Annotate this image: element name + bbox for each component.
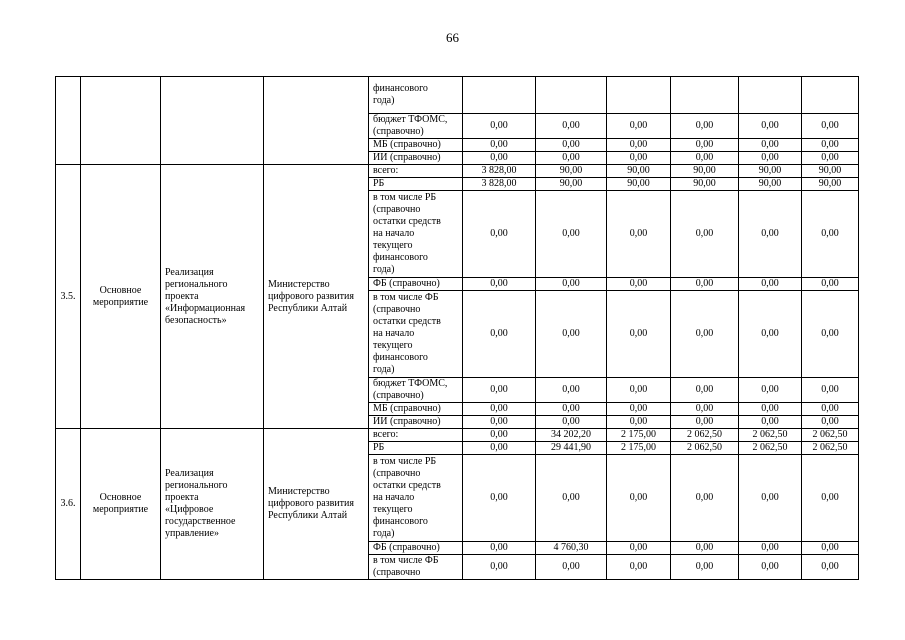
value-cell xyxy=(536,77,607,114)
value-cell: 0,00 xyxy=(536,555,607,580)
value-cell: 2 062,50 xyxy=(671,442,739,455)
value-cell: 3 828,00 xyxy=(463,178,536,191)
value-cell: 90,00 xyxy=(739,178,802,191)
value-cell: 0,00 xyxy=(536,152,607,165)
value-cell: 0,00 xyxy=(802,291,859,378)
value-cell: 0,00 xyxy=(536,378,607,403)
value-cell: 0,00 xyxy=(802,455,859,542)
value-cell: 0,00 xyxy=(536,139,607,152)
value-cell: 0,00 xyxy=(802,555,859,580)
value-cell: 0,00 xyxy=(739,114,802,139)
value-cell: 0,00 xyxy=(671,291,739,378)
value-cell: 0,00 xyxy=(536,191,607,278)
value-cell: 0,00 xyxy=(802,152,859,165)
value-cell: 2 175,00 xyxy=(607,429,671,442)
funding-source-cell: в том числе РБ (справочно остатки средств на начало текущего финансового года) xyxy=(369,455,463,542)
value-cell: 0,00 xyxy=(802,278,859,291)
funding-source-cell: всего: xyxy=(369,165,463,178)
value-cell: 90,00 xyxy=(802,178,859,191)
funding-source-cell: ИИ (справочно) xyxy=(369,152,463,165)
value-cell: 0,00 xyxy=(607,416,671,429)
value-cell: 29 441,90 xyxy=(536,442,607,455)
value-cell: 0,00 xyxy=(463,278,536,291)
value-cell: 90,00 xyxy=(802,165,859,178)
value-cell: 0,00 xyxy=(607,291,671,378)
page-number: 66 xyxy=(446,30,459,45)
value-cell: 0,00 xyxy=(671,191,739,278)
value-cell: 0,00 xyxy=(463,114,536,139)
funding-source-cell: ИИ (справочно) xyxy=(369,416,463,429)
value-cell: 0,00 xyxy=(739,403,802,416)
event-type-cell: Основное мероприятие xyxy=(81,165,161,429)
value-cell: 0,00 xyxy=(739,152,802,165)
value-cell: 0,00 xyxy=(671,114,739,139)
funding-source-cell: МБ (справочно) xyxy=(369,403,463,416)
value-cell: 0,00 xyxy=(802,139,859,152)
executor-cell xyxy=(264,77,369,165)
value-cell: 0,00 xyxy=(739,542,802,555)
value-cell: 90,00 xyxy=(671,178,739,191)
value-cell: 0,00 xyxy=(802,114,859,139)
value-cell: 0,00 xyxy=(463,542,536,555)
value-cell: 0,00 xyxy=(671,403,739,416)
value-cell: 0,00 xyxy=(463,555,536,580)
value-cell: 0,00 xyxy=(671,152,739,165)
executor-cell: Министерство цифрового развития Республики Алтай xyxy=(264,165,369,429)
funding-source-cell: в том числе РБ (справочно остатки средств на начало текущего финансового года) xyxy=(369,191,463,278)
value-cell: 4 760,30 xyxy=(536,542,607,555)
value-cell: 0,00 xyxy=(536,291,607,378)
value-cell: 0,00 xyxy=(607,542,671,555)
value-cell: 90,00 xyxy=(607,178,671,191)
value-cell: 2 062,50 xyxy=(739,429,802,442)
funding-source-cell: МБ (справочно) xyxy=(369,139,463,152)
table-row xyxy=(56,165,859,178)
value-cell: 0,00 xyxy=(739,278,802,291)
value-cell: 0,00 xyxy=(463,152,536,165)
value-cell: 0,00 xyxy=(802,542,859,555)
value-cell: 0,00 xyxy=(671,378,739,403)
value-cell: 0,00 xyxy=(739,139,802,152)
value-cell: 2 062,50 xyxy=(802,429,859,442)
value-cell: 0,00 xyxy=(607,114,671,139)
table-row xyxy=(56,429,859,442)
funding-source-cell: РБ xyxy=(369,178,463,191)
value-cell: 0,00 xyxy=(536,403,607,416)
value-cell: 0,00 xyxy=(463,455,536,542)
value-cell: 0,00 xyxy=(739,378,802,403)
value-cell xyxy=(463,77,536,114)
funding-source-cell: финансового года) xyxy=(369,77,463,114)
budget-table xyxy=(55,76,859,580)
value-cell: 0,00 xyxy=(463,416,536,429)
value-cell: 2 062,50 xyxy=(802,442,859,455)
event-type-cell: Основное мероприятие xyxy=(81,429,161,580)
value-cell: 0,00 xyxy=(607,139,671,152)
value-cell: 3 828,00 xyxy=(463,165,536,178)
value-cell: 0,00 xyxy=(671,555,739,580)
value-cell: 0,00 xyxy=(802,378,859,403)
value-cell: 0,00 xyxy=(463,139,536,152)
funding-source-cell: РБ xyxy=(369,442,463,455)
funding-source-cell: бюджет ТФОМС, (справочно) xyxy=(369,378,463,403)
value-cell: 0,00 xyxy=(536,455,607,542)
value-cell: 0,00 xyxy=(536,114,607,139)
value-cell: 0,00 xyxy=(671,542,739,555)
value-cell: 34 202,20 xyxy=(536,429,607,442)
value-cell: 90,00 xyxy=(607,165,671,178)
value-cell: 0,00 xyxy=(607,378,671,403)
value-cell: 0,00 xyxy=(739,455,802,542)
value-cell: 90,00 xyxy=(739,165,802,178)
value-cell: 90,00 xyxy=(536,178,607,191)
value-cell: 0,00 xyxy=(671,455,739,542)
value-cell: 0,00 xyxy=(671,139,739,152)
value-cell: 0,00 xyxy=(802,403,859,416)
value-cell: 0,00 xyxy=(607,152,671,165)
value-cell: 0,00 xyxy=(607,278,671,291)
value-cell xyxy=(671,77,739,114)
value-cell: 2 175,00 xyxy=(607,442,671,455)
value-cell: 0,00 xyxy=(671,278,739,291)
row-number-cell: 3.5. xyxy=(56,165,81,429)
funding-source-cell: в том числе ФБ (справочно остатки средств на начало текущего финансового года) xyxy=(369,291,463,378)
value-cell: 90,00 xyxy=(671,165,739,178)
funding-source-cell: всего: xyxy=(369,429,463,442)
value-cell xyxy=(802,77,859,114)
value-cell: 0,00 xyxy=(739,191,802,278)
executor-cell: Министерство цифрового развития Республики Алтай xyxy=(264,429,369,580)
event-name-cell xyxy=(161,77,264,165)
value-cell: 0,00 xyxy=(802,416,859,429)
value-cell: 0,00 xyxy=(739,416,802,429)
value-cell: 0,00 xyxy=(463,442,536,455)
funding-source-cell: ФБ (справочно) xyxy=(369,542,463,555)
value-cell: 90,00 xyxy=(536,165,607,178)
value-cell xyxy=(739,77,802,114)
value-cell: 0,00 xyxy=(607,403,671,416)
value-cell: 0,00 xyxy=(607,555,671,580)
value-cell: 0,00 xyxy=(463,291,536,378)
funding-source-cell: ФБ (справочно) xyxy=(369,278,463,291)
row-number-cell xyxy=(56,77,81,165)
table-row xyxy=(56,77,859,114)
value-cell: 0,00 xyxy=(607,455,671,542)
value-cell: 0,00 xyxy=(463,429,536,442)
value-cell: 0,00 xyxy=(739,555,802,580)
value-cell: 2 062,50 xyxy=(739,442,802,455)
value-cell xyxy=(607,77,671,114)
funding-source-cell: бюджет ТФОМС, (справочно) xyxy=(369,114,463,139)
value-cell: 0,00 xyxy=(739,291,802,378)
row-number-cell: 3.6. xyxy=(56,429,81,580)
value-cell: 0,00 xyxy=(463,191,536,278)
value-cell: 0,00 xyxy=(671,416,739,429)
value-cell: 0,00 xyxy=(536,278,607,291)
event-name-cell: Реализация регионального проекта «Цифровое государственное управление» xyxy=(161,429,264,580)
value-cell: 0,00 xyxy=(607,191,671,278)
value-cell: 0,00 xyxy=(463,403,536,416)
value-cell: 2 062,50 xyxy=(671,429,739,442)
funding-source-cell: в том числе ФБ (справочно xyxy=(369,555,463,580)
event-name-cell: Реализация регионального проекта «Информационная безопасность» xyxy=(161,165,264,429)
value-cell: 0,00 xyxy=(463,378,536,403)
value-cell: 0,00 xyxy=(536,416,607,429)
value-cell: 0,00 xyxy=(802,191,859,278)
event-type-cell xyxy=(81,77,161,165)
